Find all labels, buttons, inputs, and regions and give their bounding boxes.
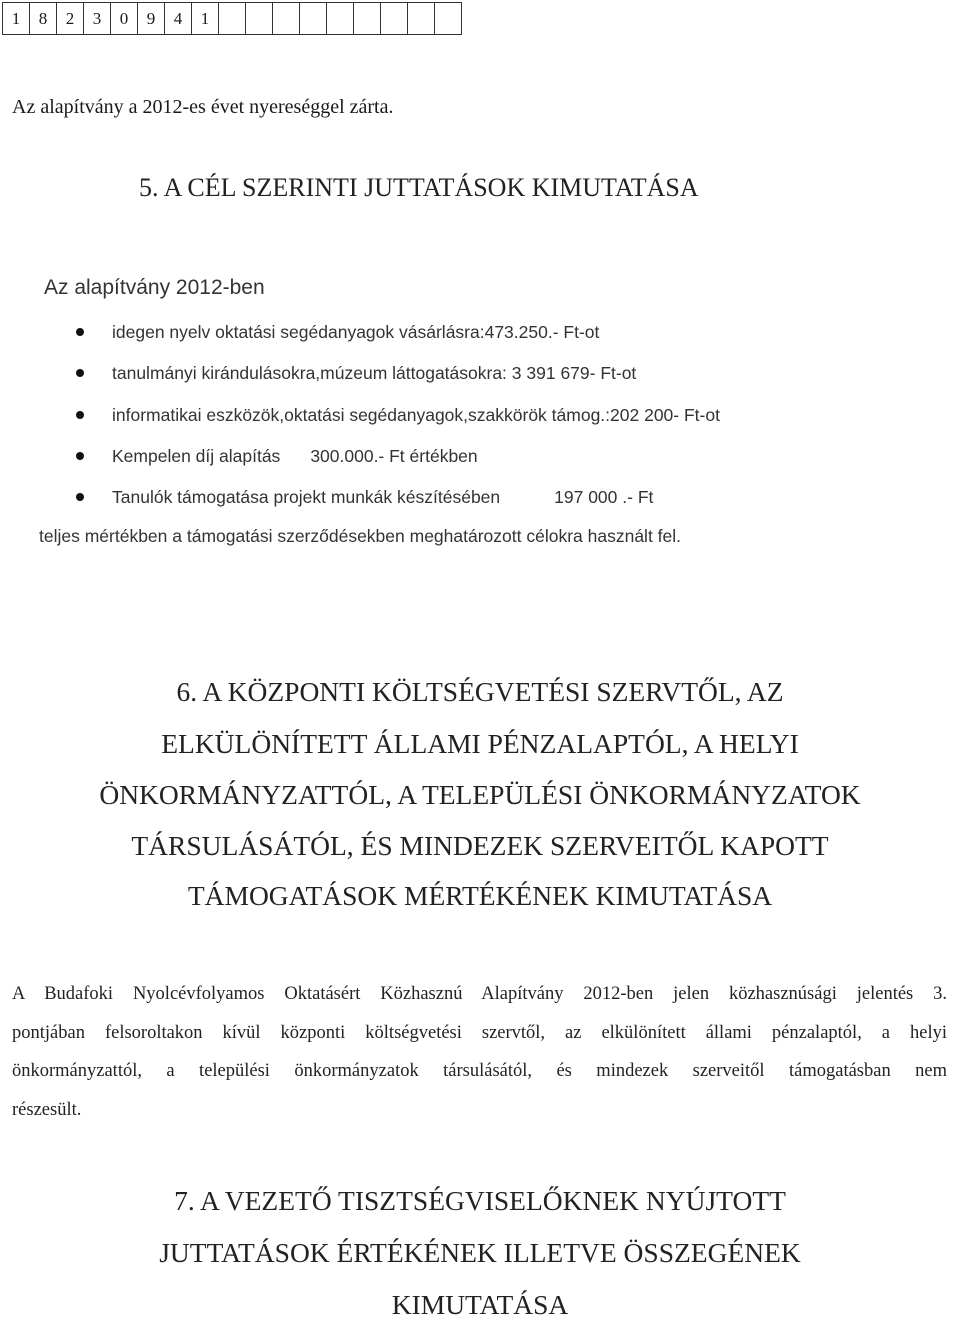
list-item (76, 321, 720, 362)
paragraph-line: részesült. (12, 1100, 82, 1121)
list-item-text: informatikai eszközök,oktatási segédanyagok,szakkörök támog.:202 200- Ft-ot (112, 404, 720, 425)
list-item (76, 404, 720, 445)
tax-id-digit: 1 (2, 2, 30, 35)
tax-id-digit (353, 2, 381, 35)
section-5-closing: teljes mértékben a támogatási szerződésekben meghatározott célokra használt fel. (39, 526, 682, 546)
bullet-icon (76, 493, 84, 501)
tax-id-digit: 3 (83, 2, 111, 35)
bullet-icon (76, 452, 84, 460)
list-item-text: Kempelen díj alapítás (112, 445, 281, 466)
list-item (76, 445, 720, 486)
support-bullet-list (76, 321, 720, 527)
section-6-heading-line: ELKÜLÖNÍTETT ÁLLAMI PÉNZALAPTÓL, A HELYI (161, 728, 799, 759)
tax-id-digit: 0 (110, 2, 138, 35)
section-6-heading-line: TÁRSULÁSÁTÓL, ÉS MINDEZEK SZERVEITŐL KAPOTT (131, 830, 829, 861)
tax-id-digit (218, 2, 246, 35)
tax-id-digit (272, 2, 300, 35)
bullet-icon (76, 328, 84, 336)
list-item-value: 197 000 .- Ft (554, 487, 654, 508)
list-item-value: 300.000.- Ft értékben (310, 445, 478, 466)
list-item (76, 362, 720, 403)
section-7-heading-line: KIMUTATÁSA (391, 1289, 569, 1320)
tax-id-digit (245, 2, 273, 35)
intro-sentence: Az alapítvány a 2012-es évet nyereséggel zárta. (12, 96, 394, 118)
tax-id-digit: 2 (56, 2, 84, 35)
list-item-text: idegen nyelv oktatási segédanyagok vásárlásra:473.250.- Ft-ot (112, 322, 600, 342)
section-6-heading-line: ÖNKORMÁNYZATTÓL, A TELEPÜLÉSI ÖNKORMÁNYZATOK (99, 779, 861, 810)
tax-id-digit: 9 (137, 2, 165, 35)
tax-id-digit (407, 2, 435, 35)
section-6-paragraph (12, 983, 947, 1138)
paragraph-line: A Budafoki Nyolcévfolyamos Oktatásért Közhasznú Alapítvány 2012-ben jelen közhasznúsági jelentés 3. (12, 984, 947, 1004)
tax-id-digit (380, 2, 408, 35)
list-item-text: Tanulók támogatása projekt munkák készítésében (112, 487, 501, 508)
section-6-heading-line: TÁMOGATÁSOK MÉRTÉKÉNEK KIMUTATÁSA (187, 880, 773, 911)
list-item-text: tanulmányi kirándulásokra,múzeum láttogatásokra: 3 391 679- Ft-ot (112, 363, 637, 384)
tax-id-boxes (2, 2, 462, 35)
tax-id-digit (326, 2, 354, 35)
tax-id-digit: 4 (164, 2, 192, 35)
tax-id-digit: 1 (191, 2, 219, 35)
list-item (76, 486, 720, 527)
tax-id-digit (434, 2, 462, 35)
tax-id-digit (299, 2, 327, 35)
section-7-heading-line: JUTTATÁSOK ÉRTÉKÉNEK ILLETVE ÖSSZEGÉNEK (159, 1237, 801, 1268)
section-5-lead: Az alapítvány 2012-ben (44, 276, 265, 299)
section-7-heading-line: 7. A VEZETŐ TISZTSÉGVISELŐKNEK NYÚJTOTT (174, 1185, 786, 1216)
tax-id-digit: 8 (29, 2, 57, 35)
section-6-heading-line: 6. A KÖZPONTI KÖLTSÉGVETÉSI SZERVTŐL, AZ (176, 676, 784, 707)
paragraph-line: pontjában felsoroltakon kívül központi költségvetési szervtől, az elkülönített állami pénzalaptól, a helyi (12, 1022, 947, 1043)
bullet-icon (76, 411, 84, 419)
section-5-heading: 5. A CÉL SZERINTI JUTTATÁSOK KIMUTATÁSA (139, 173, 699, 202)
paragraph-line: önkormányzattól, a települési önkormányzatok társulásától, és mindezek szerveitől támogatásban nem (12, 1061, 947, 1082)
bullet-icon (76, 369, 84, 377)
